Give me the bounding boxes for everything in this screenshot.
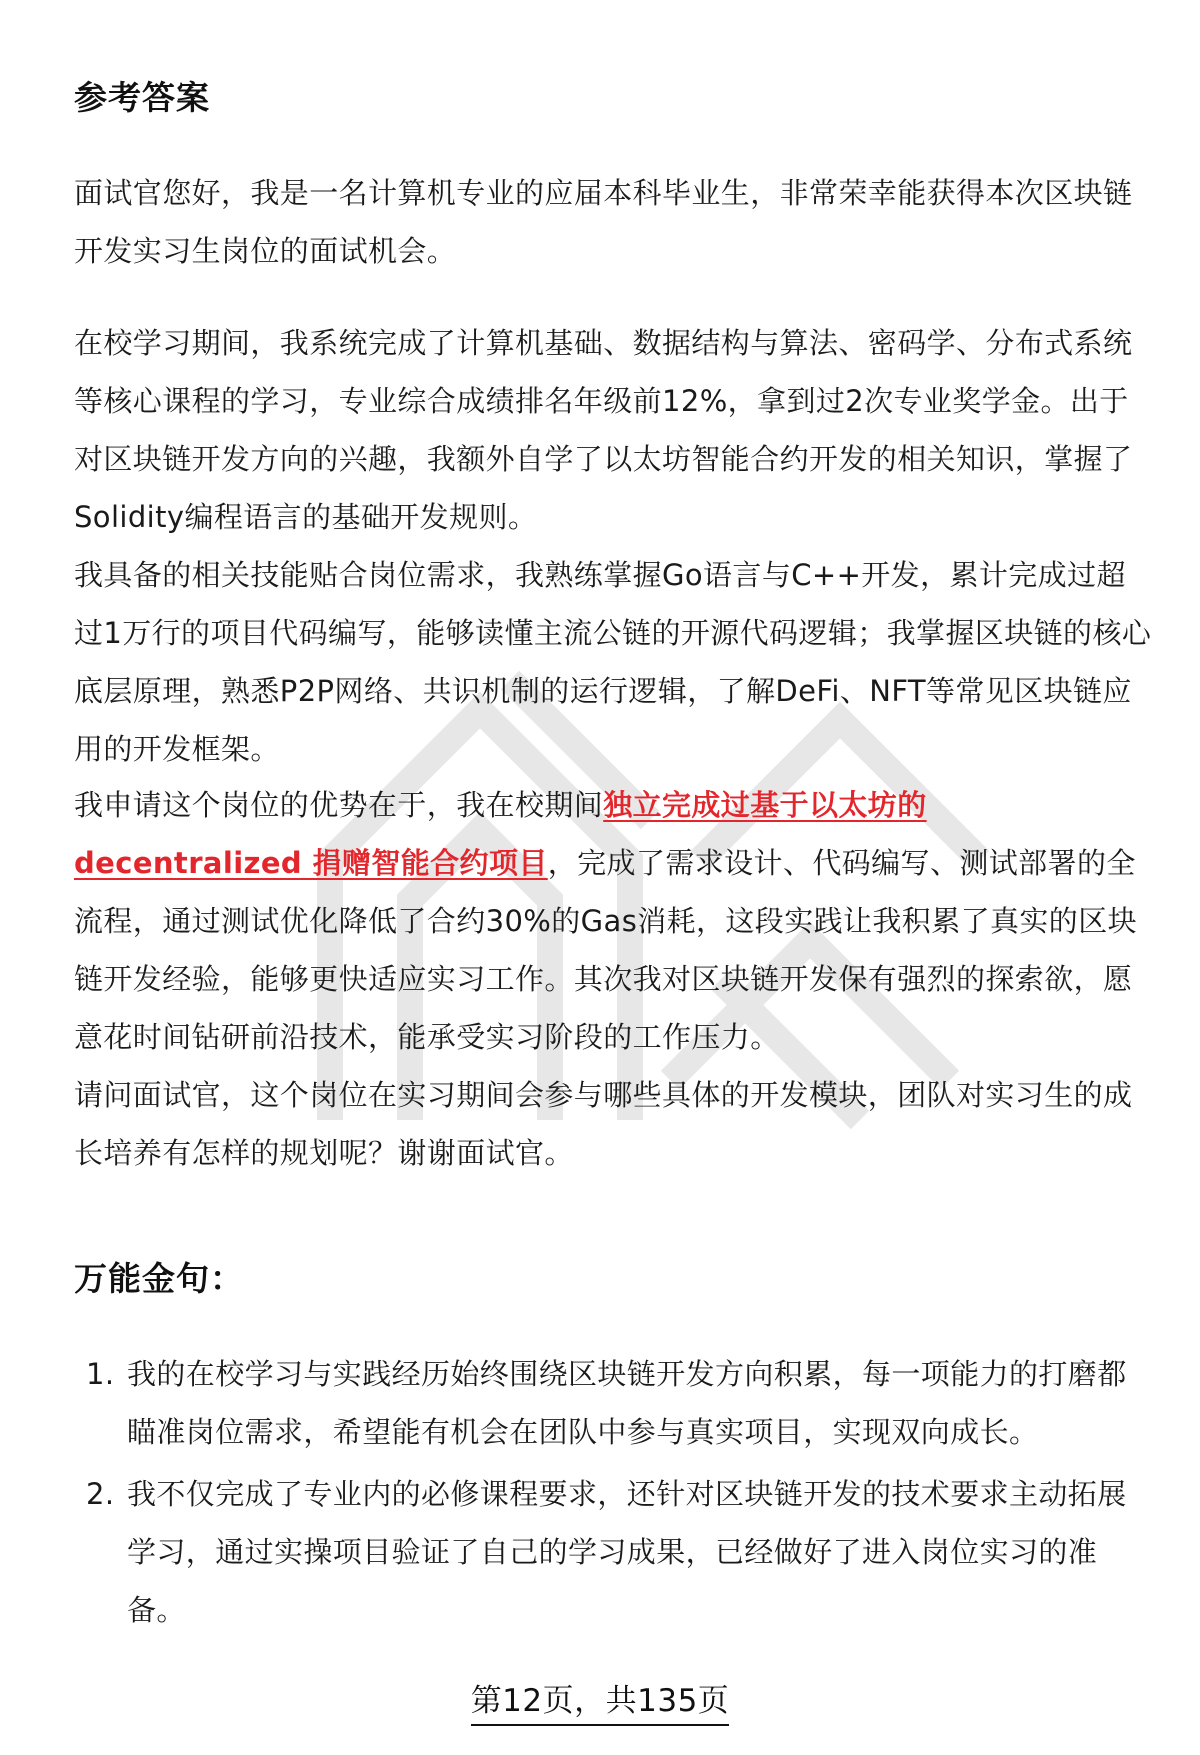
paragraph-intro: 面试官您好，我是一名计算机专业的应届本科毕业生，非常荣幸能获得本次区块链开发实习生岗位的面试机会。 — [74, 176, 1133, 268]
list-item-text: 我不仅完成了专业内的必修课程要求，还针对区块链开发的技术要求主动拓展学习，通过实操项目验证了自己的学习成果，已经做好了进入岗位实习的准备。 — [127, 1477, 1127, 1627]
advantage-text-before: 我申请这个岗位的优势在于，我在校期间 — [74, 788, 604, 822]
advantage-text-after: ，完成了需求设计、代码编写、测试部署的全流程，通过测试优化降低了合约30%的Gas消耗，这段实践让我积累了真实的区块链开发经验，能够更快适应实习工作。其次我对区块链开发保有强烈的探索欲，愿意花时间钻研前沿技术，能承受实习阶段的工作压力。 — [74, 846, 1138, 1054]
page-footer — [0, 1675, 1200, 1726]
list-item — [74, 1345, 1154, 1461]
paragraph-study: 在校学习期间，我系统完成了计算机基础、数据结构与算法、密码学、分布式系统等核心课程的学习，专业综合成绩排名年级前12%，拿到过2次专业奖学金。出于对区块链开发方向的兴趣，我额外自学了以太坊智能合约开发的相关知识，掌握了Solidity编程语言的基础开发规则。 — [74, 326, 1133, 534]
paragraph-skills: 我具备的相关技能贴合岗位需求，我熟练掌握Go语言与C++开发，累计完成过超过1万行的项目代码编写，能够读懂主流公链的开源代码逻辑；我掌握区块链的核心底层原理，熟悉P2P网络、共识机制的运行逻辑，了解DeFi、NFT等常见区块链应用的开发框架。 — [74, 558, 1152, 766]
page-number: 第12页，共135页 — [471, 1675, 730, 1726]
list-item — [74, 1465, 1154, 1639]
paragraph-advantage — [74, 776, 1154, 1066]
highlighted-project: 独立完成过基于以太坊的 decentralized 捐赠智能合约项目 — [74, 788, 927, 880]
paragraph-question: 请问面试官，这个岗位在实习期间会参与哪些具体的开发模块，团队对实习生的成长培养有怎样的规划呢？谢谢面试官。 — [74, 1078, 1133, 1170]
answer-heading: 参考答案 — [74, 78, 210, 117]
list-item-text: 我的在校学习与实践经历始终围绕区块链开发方向积累，每一项能力的打磨都瞄准岗位需求，希望能有机会在团队中参与真实项目，实现双向成长。 — [127, 1357, 1127, 1449]
list-item-number: 2. — [86, 1477, 115, 1511]
list-item-number: 1. — [86, 1357, 115, 1391]
golden-sentences-list — [74, 1345, 1154, 1643]
golden-sentences-heading: 万能金句： — [74, 1259, 244, 1298]
